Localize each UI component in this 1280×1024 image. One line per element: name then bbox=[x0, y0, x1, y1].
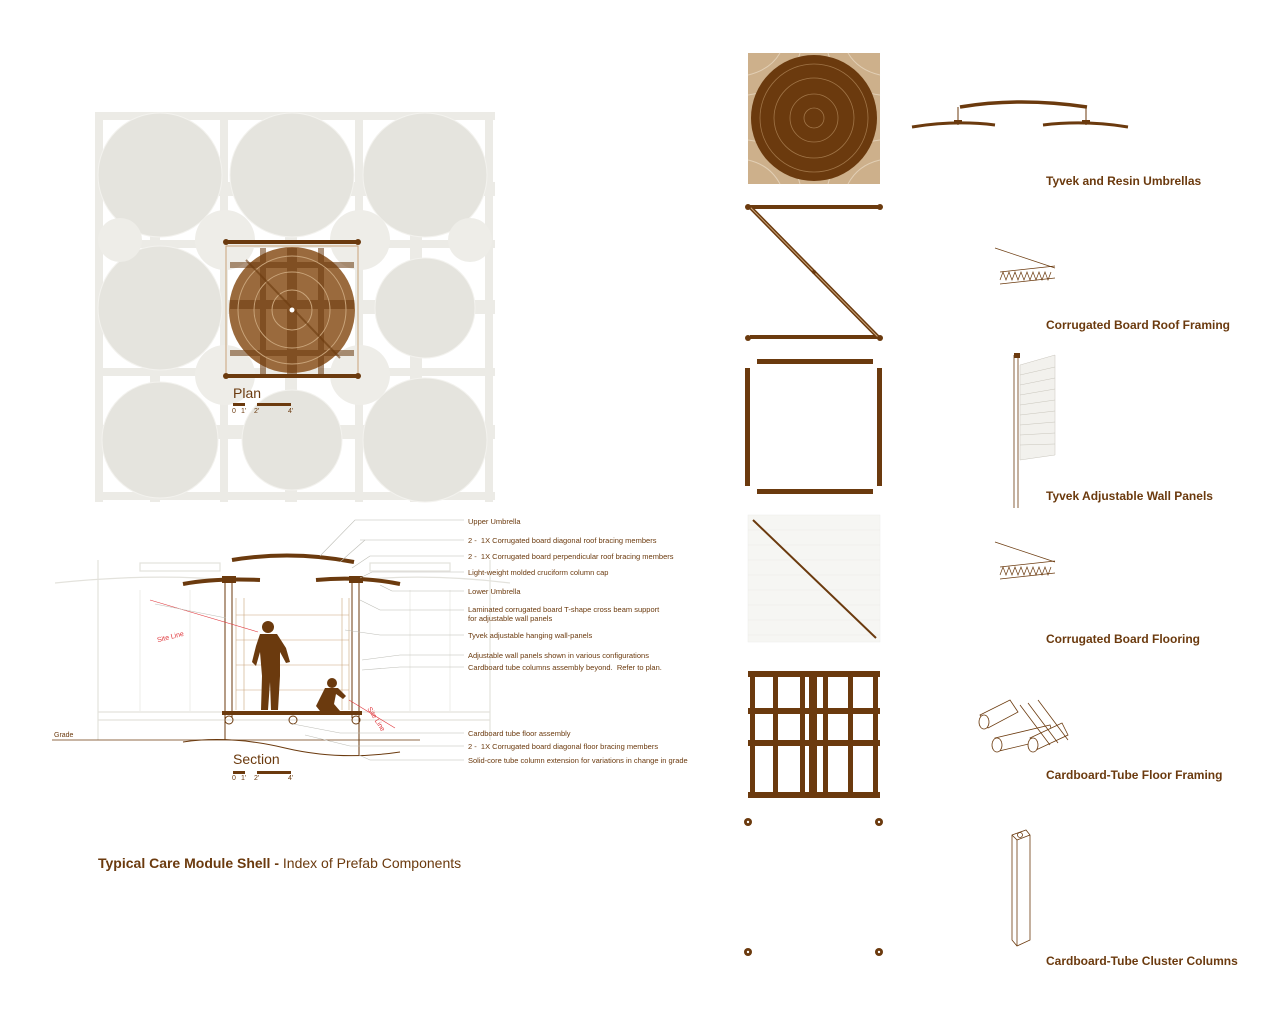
plan-scale-2: 2' bbox=[254, 408, 260, 415]
adult-figure bbox=[252, 621, 290, 710]
child-figure bbox=[316, 678, 346, 711]
component-cluster-columns: Cardboard-Tube Cluster Columns bbox=[1046, 954, 1238, 968]
section-scale-1: 1' bbox=[241, 775, 247, 782]
component-flooring: Corrugated Board Flooring bbox=[1046, 632, 1200, 646]
flooring-icon bbox=[748, 515, 880, 642]
sheet-title-bold: Typical Care Module Shell - bbox=[98, 855, 280, 871]
plan-scale-0: 0 bbox=[232, 408, 236, 415]
component-wall-panels: Tyvek Adjustable Wall Panels bbox=[1046, 489, 1213, 503]
site-line-left: Site Line bbox=[156, 630, 185, 645]
grade-label: Grade bbox=[54, 732, 74, 739]
column-markers-icon bbox=[744, 818, 883, 956]
component-umbrellas: Tyvek and Resin Umbrellas bbox=[1046, 174, 1202, 188]
callout-lower-umbrella: Lower Umbrella bbox=[468, 587, 521, 596]
umbrella-section-icon bbox=[912, 102, 1128, 127]
callout-floor-assembly: Cardboard tube floor assembly bbox=[468, 729, 571, 738]
callout-upper-umbrella: Upper Umbrella bbox=[468, 517, 521, 526]
callout-cross-beam: Laminated corrugated board T-shape cross beam support for adjustable wall panels bbox=[468, 605, 660, 623]
roof-framing-icon bbox=[745, 204, 883, 341]
component-roof-framing: Corrugated Board Roof Framing bbox=[1046, 318, 1231, 332]
tyvek-panel-icon bbox=[1014, 353, 1055, 508]
callout-columns-beyond: Cardboard tube columns assembly beyond. Refer to plan. bbox=[468, 663, 662, 672]
section-drawing bbox=[52, 520, 510, 774]
callout-floor-bracing: 2 - 1X Corrugated board diagonal floor bracing members bbox=[468, 742, 659, 751]
sheet-title-rest: Index of Prefab Components bbox=[279, 855, 462, 871]
plan-scale-4: 4' bbox=[288, 408, 294, 415]
wall-frame-icon bbox=[745, 359, 882, 494]
callout-column-extension: Solid-core tube column extension for variations in change in grade bbox=[468, 756, 688, 765]
cluster-column-icon bbox=[1012, 830, 1030, 946]
callout-panel-configurations: Adjustable wall panels shown in various configurations bbox=[468, 651, 649, 660]
plan-label: Plan bbox=[233, 385, 262, 401]
section-scale-2: 2' bbox=[254, 775, 260, 782]
callout-column-cap: Light-weight molded cruciform column cap bbox=[468, 568, 609, 577]
component-floor-framing: Cardboard-Tube Floor Framing bbox=[1046, 768, 1223, 782]
corrugated-floor-icon bbox=[995, 542, 1055, 579]
section-label: Section bbox=[233, 751, 280, 767]
corrugated-roof-icon bbox=[995, 248, 1055, 284]
plan-scale-bar bbox=[233, 403, 245, 406]
callout-diagonal-roof-bracing: 2 - 1X Corrugated board diagonal roof bracing members bbox=[468, 536, 657, 545]
site-line-right: Site Line bbox=[365, 706, 386, 733]
plan-drawing bbox=[95, 112, 495, 502]
tube-floor-icon bbox=[979, 700, 1068, 752]
callout-wall-panels: Tyvek adjustable hanging wall-panels bbox=[468, 631, 593, 640]
callout-perpendicular-roof-bracing: 2 - 1X Corrugated board perpendicular roof bracing members bbox=[468, 552, 674, 561]
umbrella-plan-icon bbox=[748, 53, 880, 184]
floor-framing-icon bbox=[748, 671, 880, 798]
plan-scale-1: 1' bbox=[241, 408, 247, 415]
sheet-title bbox=[98, 855, 461, 871]
section-scale-4: 4' bbox=[288, 775, 294, 782]
section-scale-0: 0 bbox=[232, 775, 236, 782]
